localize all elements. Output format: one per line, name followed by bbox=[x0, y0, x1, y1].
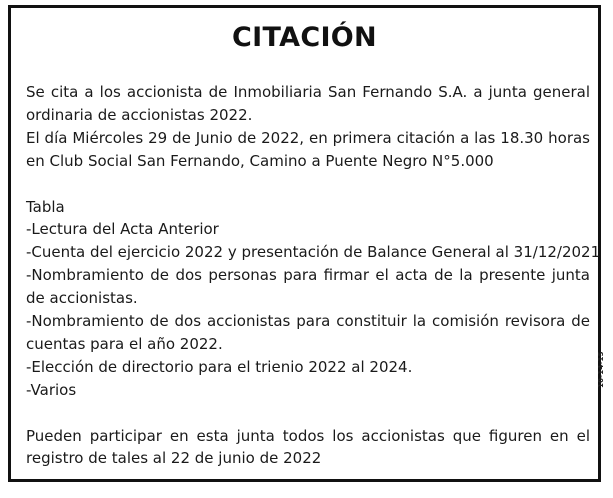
agenda-item: -Elección de directorio para el trienio 2022 al 2024. bbox=[26, 357, 413, 376]
agenda-heading: Tabla bbox=[26, 197, 65, 216]
agenda-item: -Varios bbox=[26, 380, 77, 399]
closing-paragraph: Pueden participar en esta junta todos los accionistas que figuren en el registro de tales al 22 de junio de 2022 bbox=[26, 426, 590, 468]
agenda-item: -Cuenta del ejercicio 2022 y presentación de Balance General al 31/12/2021 bbox=[26, 243, 601, 262]
agenda-item: -Lectura del Acta Anterior bbox=[26, 220, 219, 239]
agenda-item: -Nombramiento de dos accionistas para constituir la comisión revisora de cuentas para el año 2022. bbox=[26, 312, 590, 353]
paragraph-spacer bbox=[26, 173, 590, 196]
agenda-item: -Nombramiento de dos personas para firmar el acta de la presente junta de accionistas. bbox=[26, 266, 590, 308]
meeting-details-paragraph: El día Miércoles 29 de Junio de 2022, en primera citación a las 18.30 horas en Club Social San Fernando, Camino a Puente Negro N°5.000 bbox=[26, 128, 590, 170]
paragraph-spacer bbox=[26, 402, 590, 425]
notice-frame bbox=[8, 5, 601, 482]
margin-code: 10-14-15 bbox=[597, 351, 605, 388]
intro-paragraph: Se cita a los accionista de Inmobiliaria San Fernando S.A. a junta general ordinaria de accionistas 2022. bbox=[26, 83, 590, 124]
notice-title: CITACIÓN bbox=[232, 22, 377, 53]
